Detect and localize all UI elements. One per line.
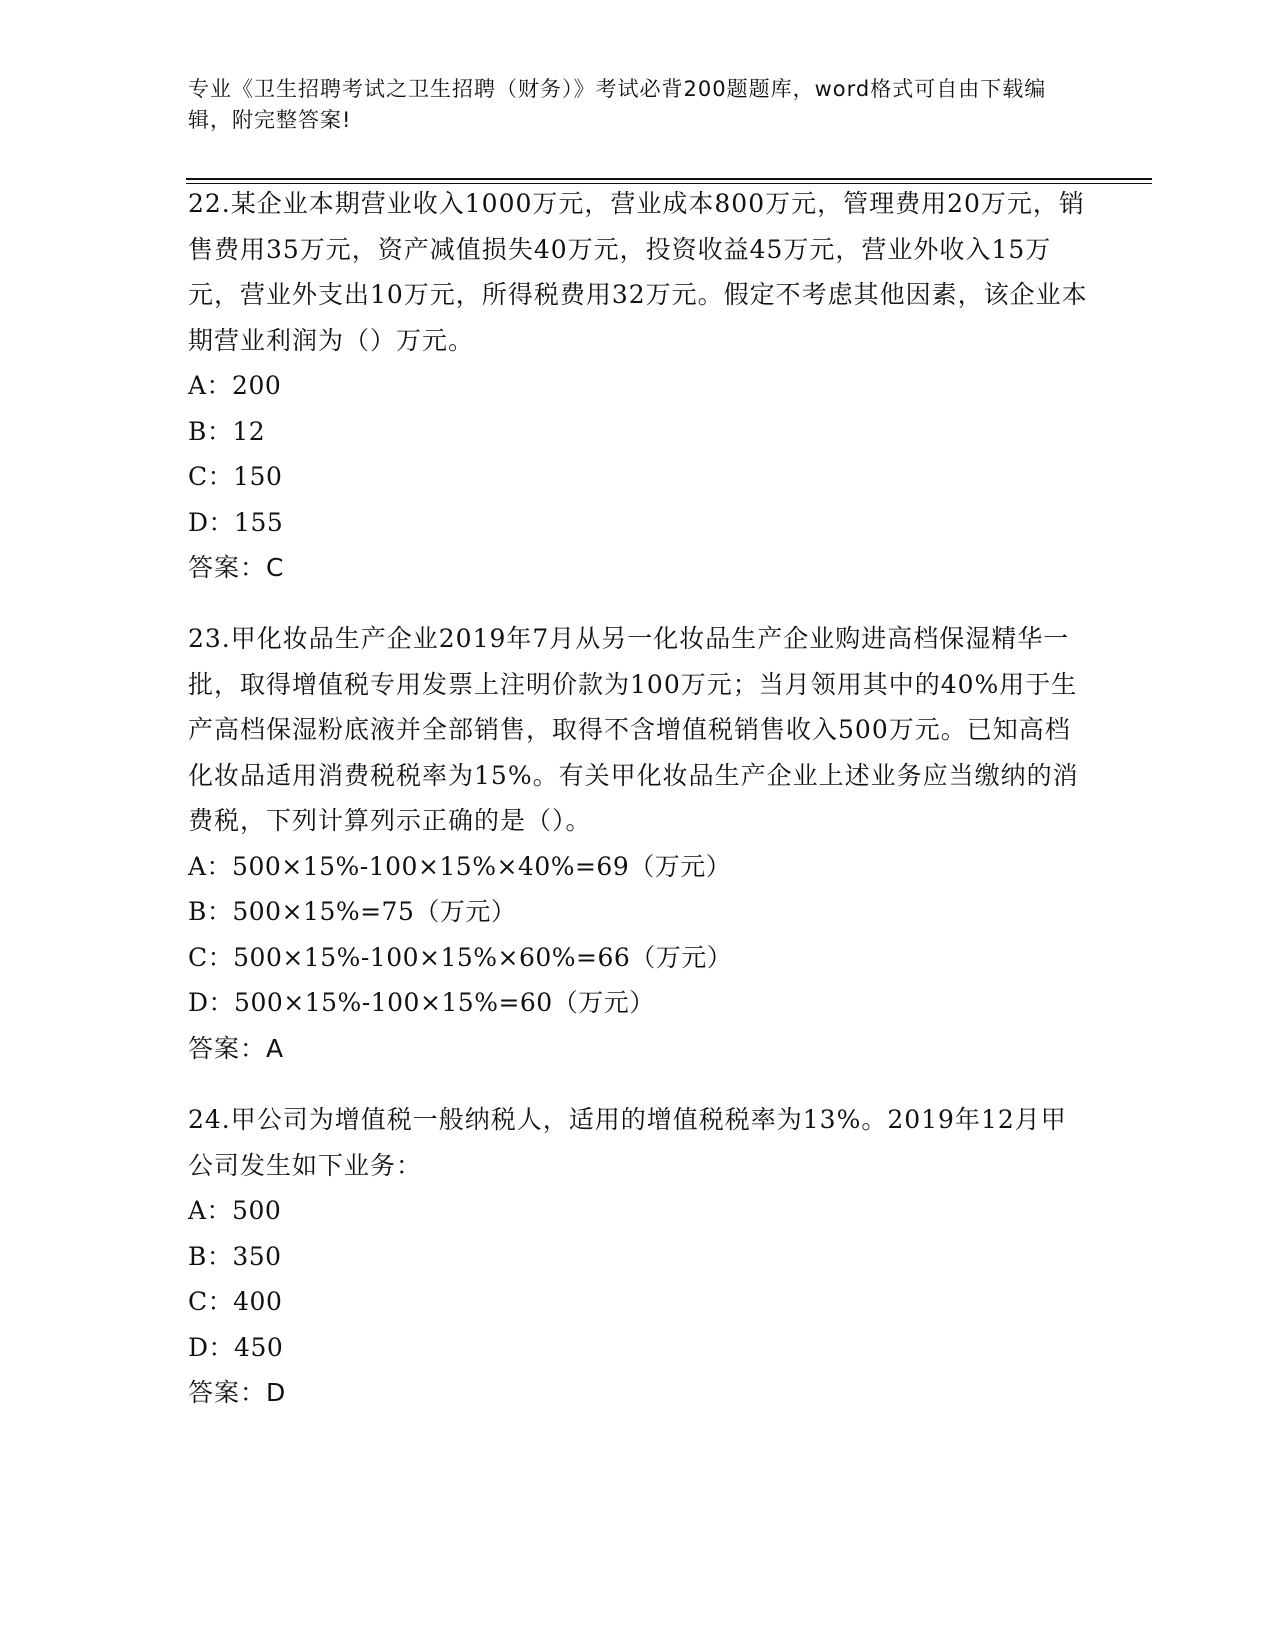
option-a: A：200 [188,371,282,400]
header-divider-thick [186,178,1152,180]
question-stem: 22.某企业本期营业收入1000万元，营业成本800万元，管理费用20万元，销售费用35万元，资产减值损失40万元，投资收益45万元，营业外收入15万元，营业外支出10万元，所得税费用32万元。假定不考虑其他因素，该企业本期营业利润为（）万元。 [188,189,1088,355]
document-header: 专业《卫生招聘考试之卫生招聘（财务）》考试必背200题题库，word格式可自由下载编辑，附完整答案! [188,77,1047,132]
option-b: B：12 [188,416,266,446]
question-stem: 23.甲化妆品生产企业2019年7月从另一化妆品生产企业购进高档保湿精华一批，取得增值税专用发票上注明价款为100万元；当月领用其中的40%用于生产高档保湿粉底液并全部销售，取得不含增值税销售收入500万元。已知高档化妆品适用消费税税率为15%。有关甲化妆品生产企业上述业务应当缴纳的消费税，下列计算列示正确的是（）。 [188,624,1079,835]
option-a: A：500×15%-100×15%×40%=69（万元） [188,851,732,881]
option-b: B：500×15%=75（万元） [188,897,517,926]
option-c: C：500×15%-100×15%×60%=66（万元） [188,942,733,972]
option-a: A：500 [188,1196,282,1225]
option-c: C：150 [188,462,283,491]
question-23 [188,616,1088,1071]
option-d: D：450 [188,1332,284,1362]
answer-line: 答案：D [188,1378,287,1407]
option-b: B：350 [188,1241,282,1271]
answer-line: 答案：A [188,1033,285,1063]
question-stem: 24.甲公司为增值税一般纳税人，适用的增值税税率为13%。2019年12月甲公司发生如下业务： [188,1105,1067,1180]
option-c: C：400 [188,1287,283,1316]
question-24 [188,1097,1088,1416]
answer-line: 答案：C [188,553,285,582]
option-d: D：155 [188,507,284,537]
question-22 [188,181,1088,591]
option-d: D：500×15%-100×15%=60（万元） [188,988,655,1017]
